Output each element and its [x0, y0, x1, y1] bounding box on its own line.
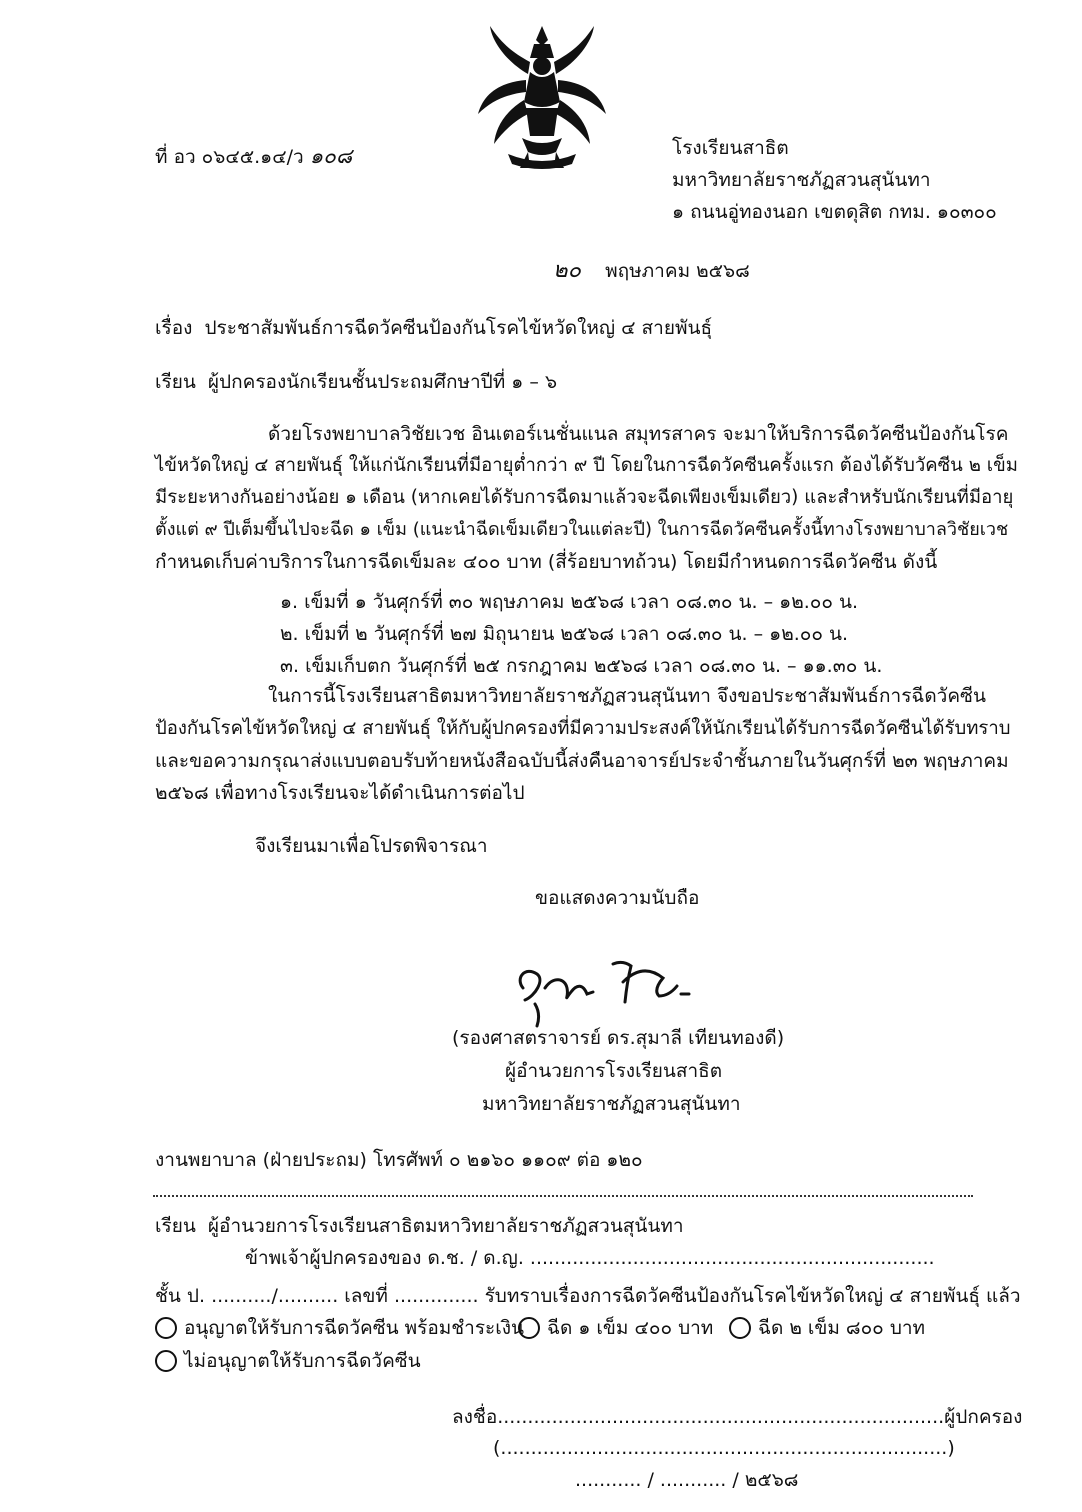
body-line: ป้องกันโรคไข้หวัดใหญ่ ๔ สายพันธุ์ ให้กับผู้ปกครองที่มีความประสงค์ให้นักเรียนได้รับการฉีดวัคซีนได้รับทราบ: [155, 718, 1011, 739]
option-allow-radio[interactable]: [155, 1317, 177, 1339]
reply-recipient: เรียน ผู้อำนวยการโรงเรียนสาธิตมหาวิทยาลัยราชภัฏสวนสุนันทา: [155, 1215, 684, 1237]
body-line: กำหนดเก็บค่าบริการในการฉีดเข็มละ ๔๐๐ บาท (สี่ร้อยบาทถ้วน) โดยมีกำหนดการฉีดวัคซีน ดังนี้: [155, 551, 938, 573]
schedule-item: ๒. เข็มที่ ๒ วันศุกร์ที่ ๒๗ มิถุนายน ๒๕๖๘ เวลา ๐๘.๓๐ น. – ๑๒.๐๐ น.: [280, 623, 849, 645]
option-one-dose-label: ฉีด ๑ เข็ม ๔๐๐ บาท: [547, 1317, 714, 1339]
org-university: มหาวิทยาลัยราชภัฏสวนสุนันทา: [672, 169, 931, 191]
signature-icon: [505, 948, 720, 1028]
option-allow-label: อนุญาตให้รับการฉีดวัคซีน พร้อมชำระเงิน: [184, 1317, 525, 1339]
signer-name: (รองศาสตราจารย์ ดร.สุมาลี เทียนทองดี): [452, 1027, 785, 1049]
schedule-item: ๑. เข็มที่ ๑ วันศุกร์ที่ ๓๐ พฤษภาคม ๒๕๖๘ เวลา ๐๘.๓๐ น. – ๑๒.๐๐ น.: [280, 591, 859, 613]
option-deny-label: ไม่อนุญาตให้รับการฉีดวัคซีน: [184, 1350, 421, 1372]
recipient-line: เรียน ผู้ปกครองนักเรียนชั้นประถมศึกษาปีที่ ๑ – ๖: [155, 371, 558, 393]
parent-printed-name-field[interactable]: (..........................................................................): [493, 1437, 955, 1459]
option-one-dose-radio[interactable]: [518, 1317, 540, 1339]
option-deny-radio[interactable]: [155, 1350, 177, 1372]
body-line: และขอความกรุณาส่งแบบตอบรับท้ายหนังสือฉบับนี้ส่งคืนอาจารย์ประจำชั้นภายในวันศุกร์ที่ ๒๓ พฤษภาคม: [155, 750, 1009, 772]
regards: ขอแสดงความนับถือ: [535, 887, 700, 909]
garuda-emblem-icon: [472, 22, 612, 172]
body-line: มีระยะหางกันอย่างน้อย ๑ เดือน (หากเคยได้รับการฉีดมาแล้วจะฉีดเพียงเข็มเดียว) และสำหรับนักเรียนที่มีอายุ: [155, 487, 1014, 508]
letter-date: ๒๐ พฤษภาคม ๒๕๖๘: [553, 258, 750, 283]
signer-university: มหาวิทยาลัยราชภัฏสวนสุนันทา: [482, 1093, 741, 1115]
body-line: ไข้หวัดใหญ่ ๔ สายพันธุ์ ให้แก่นักเรียนที่มีอายุต่ำกว่า ๙ ปี โดยในการฉีดวัคซีนครั้งแรก ต้องได้รับวัคซีน ๒ เข็ม: [155, 455, 1018, 476]
signer-position: ผู้อำนวยการโรงเรียนสาธิต: [505, 1060, 723, 1082]
body-line: ๒๕๖๘ เพื่อทางโรงเรียนจะได้ดำเนินการต่อไป: [155, 782, 525, 804]
option-two-dose-label: ฉีด ๒ เข็ม ๘๐๐ บาท: [758, 1317, 926, 1339]
reply-date-field[interactable]: ........... / ........... / ๒๕๖๘: [575, 1469, 799, 1491]
contact-line: งานพยาบาล (ฝ่ายประถม) โทรศัพท์ ๐ ๒๑๖๐ ๑๑๐๙ ต่อ ๑๒๐: [155, 1149, 643, 1171]
closing-line: จึงเรียนมาเพื่อโปรดพิจารณา: [255, 835, 488, 857]
parent-name-field[interactable]: ข้าพเจ้าผู้ปกครองของ ด.ช. / ด.ญ. ...................................................................: [245, 1247, 935, 1269]
org-name: โรงเรียนสาธิต: [672, 137, 789, 159]
parent-signature-field[interactable]: ลงชื่อ..........................................................................ผู้ปกครอง: [452, 1406, 1023, 1428]
date-day-handwritten: ๒๐: [553, 258, 581, 283]
body-line: ด้วยโรงพยาบาลวิชัยเวช อินเตอร์เนชั่นแนล สมุทรสาคร จะมาให้บริการฉีดวัคซีนป้องกันโรค: [268, 423, 1009, 445]
schedule-item: ๓. เข็มเก็บตก วันศุกร์ที่ ๒๕ กรกฎาคม ๒๕๖๘ เวลา ๐๘.๓๐ น. – ๑๑.๓๐ น.: [280, 655, 883, 677]
body-line: ตั้งแต่ ๙ ปีเต็มขึ้นไปจะฉีด ๑ เข็ม (แนะนำฉีดเข็มเดียวในแต่ละปี) ในการฉีดวัคซีนครั้งนี้ทางโรงพยาบาลวิชัยเวช: [155, 519, 1009, 540]
body-line: ในการนี้โรงเรียนสาธิตมหาวิทยาลัยราชภัฏสวนสุนันทา จึงขอประชาสัมพันธ์การฉีดวัคซีน: [268, 685, 986, 707]
class-number-field[interactable]: ชั้น ป. ........../.......... เลขที่ .............. รับทราบเรื่องการฉีดวัคซีนป้องกันโรคไข้หวัดใหญ่ ๔ สายพันธุ์ แล้ว: [155, 1285, 1021, 1307]
org-address: ๑ ถนนอู่ทองนอก เขตดุสิต กทม. ๑๐๓๐๐: [672, 201, 997, 223]
reference-handwritten: ๑๐๘: [309, 144, 353, 168]
cut-line: [153, 1195, 973, 1197]
subject-line: เรื่อง ประชาสัมพันธ์การฉีดวัคซีนป้องกันโรคไข้หวัดใหญ่ ๔ สายพันธุ์: [155, 317, 713, 339]
option-two-dose-radio[interactable]: [729, 1317, 751, 1339]
reference-number: ที่ อว ๐๖๔๕.๑๔/ว ๑๐๘: [155, 144, 353, 168]
